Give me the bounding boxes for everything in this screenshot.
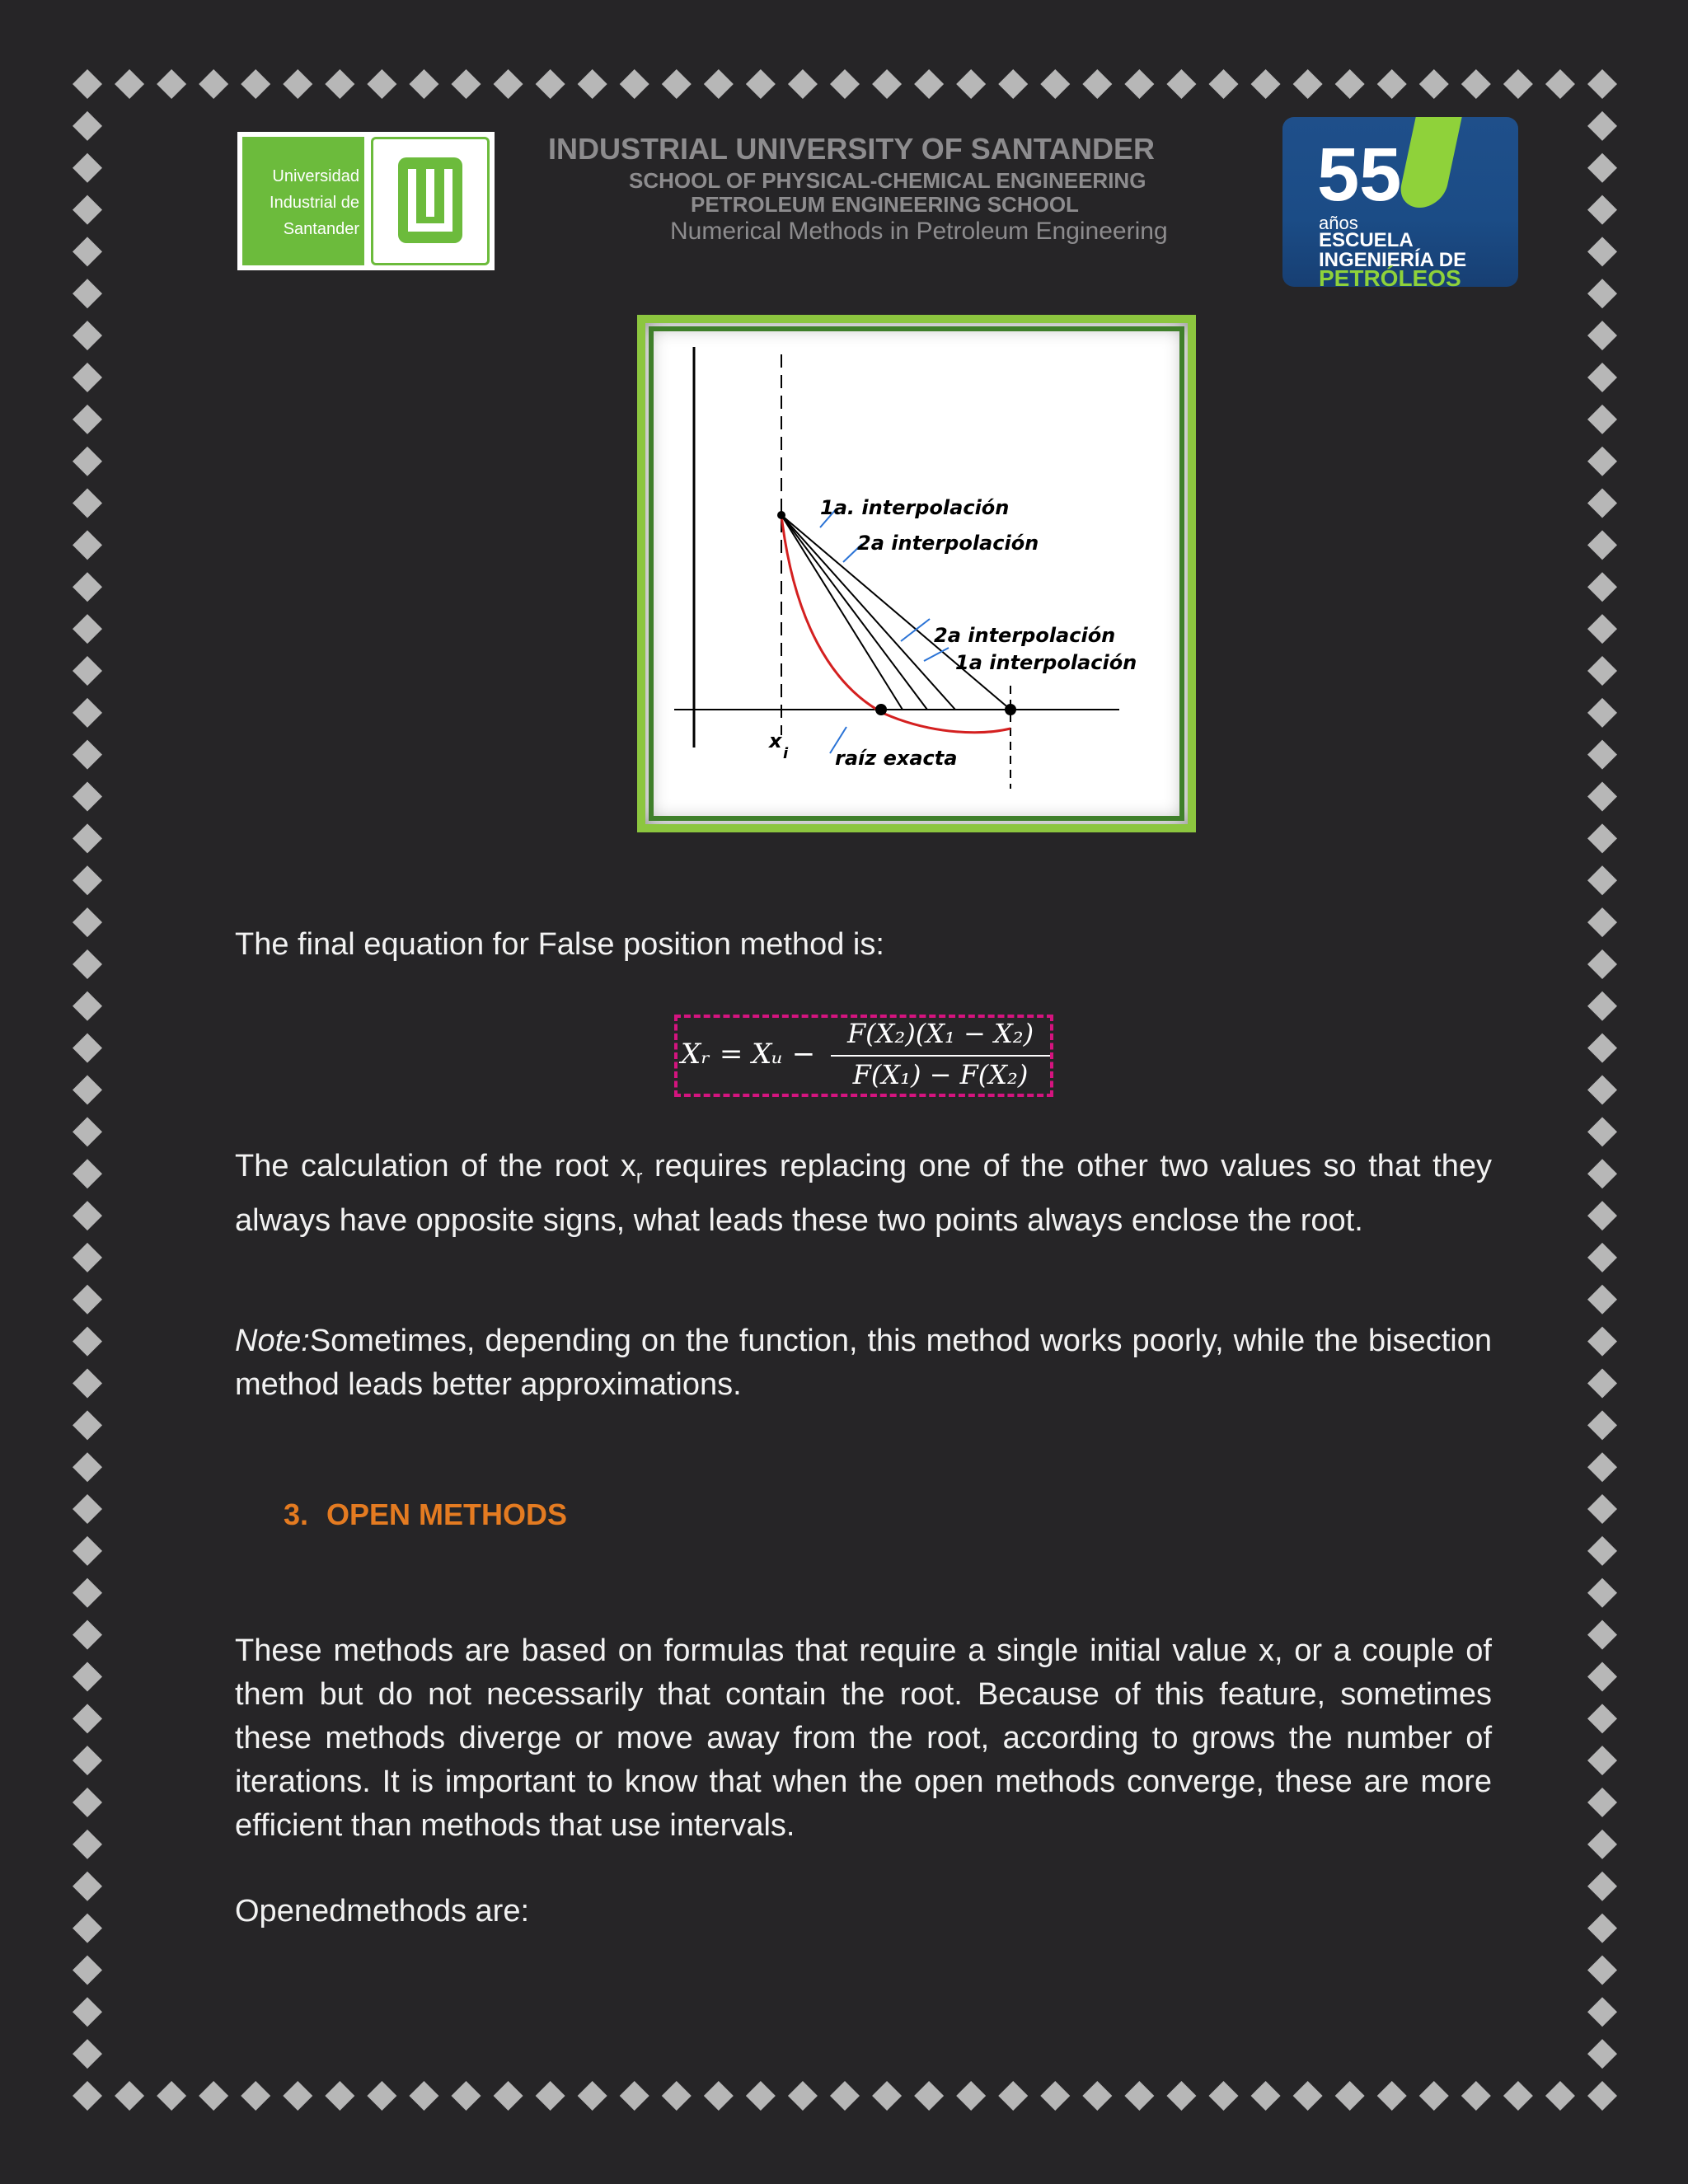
petroleum-school-name: PETROLEUM ENGINEERING SCHOOL xyxy=(691,192,1079,217)
border-diamond xyxy=(409,2081,438,2111)
border-diamond xyxy=(115,69,144,99)
label-first-b: 1a interpolación xyxy=(955,651,1137,674)
border-diamond xyxy=(578,2081,607,2111)
border-diamond xyxy=(73,1746,102,1775)
border-diamond xyxy=(1587,69,1617,99)
border-diamond xyxy=(1587,1788,1617,1817)
border-diamond xyxy=(73,1830,102,1859)
border-diamond xyxy=(73,237,102,266)
border-diamond xyxy=(1503,2081,1533,2111)
border-diamond xyxy=(1587,1285,1617,1315)
border-diamond xyxy=(1587,740,1617,770)
equation-denominator: F(X₁) − F(X₂) xyxy=(852,1059,1029,1090)
border-diamond xyxy=(830,69,860,99)
border-diamond xyxy=(73,153,102,183)
border-diamond xyxy=(367,69,396,99)
border-diamond xyxy=(452,2081,481,2111)
border-diamond xyxy=(73,656,102,686)
border-diamond xyxy=(1587,1746,1617,1775)
badge-petroleos: PETRÓLEOS xyxy=(1319,265,1461,287)
border-diamond xyxy=(73,279,102,308)
border-diamond xyxy=(1335,2081,1365,2111)
border-diamond xyxy=(157,69,186,99)
border-diamond xyxy=(1587,1620,1617,1650)
figure-canvas xyxy=(645,323,1188,824)
border-diamond xyxy=(73,1997,102,2027)
border-diamond xyxy=(73,1494,102,1524)
border-diamond xyxy=(325,69,354,99)
calc-text-part1: The calculation of the root x xyxy=(235,1149,636,1183)
border-diamond xyxy=(367,2081,396,2111)
border-diamond xyxy=(1209,2081,1239,2111)
border-diamond xyxy=(73,1872,102,1901)
border-diamond xyxy=(1587,489,1617,518)
border-diamond xyxy=(73,1159,102,1188)
border-diamond xyxy=(1461,2081,1491,2111)
border-diamond xyxy=(1082,69,1112,99)
badge-escuela: ESCUELA xyxy=(1319,229,1414,251)
equation-numerator: F(X₂)(X₁ − X₂) xyxy=(846,1018,1034,1049)
upper-point xyxy=(1005,704,1016,715)
border-diamond xyxy=(73,1955,102,1985)
border-diamond xyxy=(73,2081,102,2111)
border-diamond xyxy=(1587,656,1617,686)
anniversary-badge xyxy=(1282,117,1518,287)
border-diamond xyxy=(1587,363,1617,392)
root-calculation-paragraph xyxy=(235,1145,1492,1243)
border-diamond xyxy=(620,2081,649,2111)
opened-methods-line: Openedmethods are: xyxy=(235,1894,530,1929)
uis-logo-mark xyxy=(371,137,490,265)
border-diamond xyxy=(1587,782,1617,812)
border-diamond xyxy=(1251,2081,1281,2111)
border-diamond xyxy=(73,823,102,853)
final-equation-intro: The final equation for False position method is: xyxy=(235,927,884,962)
border-diamond xyxy=(1293,2081,1323,2111)
school-name: SCHOOL OF PHYSICAL-CHEMICAL ENGINEERING xyxy=(629,168,1146,193)
border-diamond xyxy=(73,1578,102,1608)
border-diamond xyxy=(1587,405,1617,434)
border-diamond xyxy=(746,2081,776,2111)
border-diamond xyxy=(662,69,692,99)
border-diamond xyxy=(73,1704,102,1733)
border-diamond xyxy=(1082,2081,1112,2111)
border-diamond xyxy=(1419,69,1449,99)
note-label: Note: xyxy=(235,1324,310,1358)
border-diamond xyxy=(1587,1536,1617,1566)
border-diamond xyxy=(73,614,102,644)
border-diamond xyxy=(73,1788,102,1817)
border-diamond xyxy=(73,489,102,518)
border-diamond xyxy=(1293,69,1323,99)
section-title: OPEN METHODS xyxy=(326,1497,568,1531)
border-diamond xyxy=(1587,279,1617,308)
border-diamond xyxy=(1545,69,1575,99)
border-diamond xyxy=(1587,1872,1617,1901)
border-diamond xyxy=(1545,2081,1575,2111)
border-diamond xyxy=(199,69,228,99)
course-name: Numerical Methods in Petroleum Engineering xyxy=(670,218,1168,245)
note-text: Sometimes, depending on the function, this method works poorly, while the bisection method leads better approximations. xyxy=(235,1324,1492,1402)
border-diamond xyxy=(1587,823,1617,853)
border-diamond xyxy=(1124,69,1154,99)
border-diamond xyxy=(73,69,102,99)
border-diamond xyxy=(241,69,270,99)
border-diamond xyxy=(1587,195,1617,225)
border-diamond xyxy=(1587,1830,1617,1859)
equation-left-side: Xᵣ = Xᵤ − xyxy=(681,1038,816,1071)
border-diamond xyxy=(1587,1159,1617,1188)
section-number: 3. xyxy=(284,1497,309,1531)
border-diamond xyxy=(199,2081,228,2111)
border-diamond xyxy=(325,2081,354,2111)
border-diamond xyxy=(115,2081,144,2111)
label-second-b: 2a interpolación xyxy=(934,624,1116,647)
border-diamond xyxy=(1040,2081,1070,2111)
border-diamond xyxy=(1587,447,1617,476)
border-diamond xyxy=(788,69,818,99)
border-diamond xyxy=(73,2039,102,2069)
border-diamond xyxy=(1587,949,1617,979)
border-diamond xyxy=(536,69,565,99)
border-diamond xyxy=(1166,2081,1196,2111)
border-diamond xyxy=(1587,1243,1617,1272)
label-first-a: 1a. interpolación xyxy=(820,496,1010,519)
border-diamond xyxy=(998,69,1028,99)
border-diamond xyxy=(73,405,102,434)
border-diamond xyxy=(1587,1661,1617,1691)
border-diamond xyxy=(283,2081,312,2111)
border-diamond xyxy=(1587,1327,1617,1357)
border-diamond xyxy=(914,2081,944,2111)
badge-ingenieria: INGENIERÍA DE xyxy=(1319,249,1467,271)
border-diamond xyxy=(914,69,944,99)
border-diamond xyxy=(73,1117,102,1146)
border-diamond xyxy=(73,572,102,602)
border-diamond xyxy=(409,69,438,99)
border-diamond xyxy=(1587,153,1617,183)
border-diamond xyxy=(1587,865,1617,895)
border-diamond xyxy=(1587,614,1617,644)
border-diamond xyxy=(1587,1076,1617,1105)
border-diamond xyxy=(73,949,102,979)
border-diamond xyxy=(788,2081,818,2111)
border-diamond xyxy=(73,1410,102,1440)
border-diamond xyxy=(1587,530,1617,560)
border-diamond xyxy=(1587,1955,1617,1985)
label-xi: x xyxy=(769,729,782,752)
border-diamond xyxy=(1587,698,1617,728)
border-diamond xyxy=(956,2081,986,2111)
border-diamond xyxy=(1377,2081,1407,2111)
border-diamond xyxy=(872,2081,902,2111)
flame-icon xyxy=(1396,117,1461,208)
border-diamond xyxy=(1209,69,1239,99)
border-diamond xyxy=(73,447,102,476)
border-diamond xyxy=(1587,1578,1617,1608)
border-diamond xyxy=(1587,572,1617,602)
false-position-equation xyxy=(674,1015,1053,1097)
border-diamond xyxy=(73,865,102,895)
border-diamond xyxy=(662,2081,692,2111)
interpolation-diagram xyxy=(645,323,1188,824)
border-diamond xyxy=(1587,1494,1617,1524)
border-diamond xyxy=(283,69,312,99)
border-diamond xyxy=(1587,237,1617,266)
badge-anos: años xyxy=(1319,213,1358,233)
border-diamond xyxy=(73,1536,102,1566)
border-diamond xyxy=(73,1661,102,1691)
border-diamond xyxy=(73,1452,102,1482)
border-diamond xyxy=(73,530,102,560)
border-diamond xyxy=(73,1327,102,1357)
border-diamond xyxy=(73,321,102,350)
uis-logo xyxy=(237,132,495,270)
border-diamond xyxy=(1587,1914,1617,1943)
border-diamond xyxy=(1587,1452,1617,1482)
border-diamond xyxy=(452,69,481,99)
border-diamond xyxy=(1587,1117,1617,1146)
university-name: INDUSTRIAL UNIVERSITY OF SANTANDER xyxy=(548,132,1156,166)
border-diamond xyxy=(1587,907,1617,937)
border-diamond xyxy=(494,69,523,99)
border-diamond xyxy=(704,69,734,99)
border-diamond xyxy=(241,2081,270,2111)
border-diamond xyxy=(73,1368,102,1398)
border-diamond xyxy=(73,111,102,141)
border-diamond xyxy=(73,1076,102,1105)
border-diamond xyxy=(73,782,102,812)
section-heading-open-methods xyxy=(284,1497,567,1532)
border-diamond xyxy=(73,1033,102,1063)
border-diamond xyxy=(1419,2081,1449,2111)
border-diamond xyxy=(73,698,102,728)
border-diamond xyxy=(1587,1704,1617,1733)
border-diamond xyxy=(746,69,776,99)
border-diamond xyxy=(1587,1201,1617,1230)
border-diamond xyxy=(620,69,649,99)
border-diamond xyxy=(1166,69,1196,99)
border-diamond xyxy=(872,69,902,99)
border-diamond xyxy=(1587,1368,1617,1398)
border-diamond xyxy=(998,2081,1028,2111)
label-xi-subscript: i xyxy=(783,745,789,762)
calc-text-part2: requires replacing one of the other two values so that they always have opposite signs, what leads these two points always enclose the root. xyxy=(235,1149,1492,1238)
label-second-a: 2a interpolación xyxy=(857,532,1039,555)
border-diamond xyxy=(73,1243,102,1272)
border-diamond xyxy=(1461,69,1491,99)
fraction-bar xyxy=(831,1055,1050,1057)
border-diamond xyxy=(1587,1410,1617,1440)
border-diamond xyxy=(704,2081,734,2111)
border-diamond xyxy=(578,69,607,99)
border-diamond xyxy=(494,2081,523,2111)
border-diamond xyxy=(73,363,102,392)
exact-root-point xyxy=(875,704,887,715)
label-exact-root: raíz exacta xyxy=(835,747,958,770)
border-diamond xyxy=(1587,1033,1617,1063)
border-diamond xyxy=(1587,991,1617,1021)
border-diamond xyxy=(1587,2081,1617,2111)
border-diamond xyxy=(536,2081,565,2111)
border-diamond xyxy=(1040,69,1070,99)
border-diamond xyxy=(1587,2039,1617,2069)
border-diamond xyxy=(73,991,102,1021)
border-diamond xyxy=(73,1201,102,1230)
border-diamond xyxy=(73,1914,102,1943)
border-diamond xyxy=(830,2081,860,2111)
border-diamond xyxy=(1251,69,1281,99)
border-diamond xyxy=(1335,69,1365,99)
false-position-figure xyxy=(637,315,1196,832)
border-diamond xyxy=(73,740,102,770)
note-paragraph xyxy=(235,1319,1492,1407)
border-diamond xyxy=(956,69,986,99)
start-point xyxy=(777,511,785,519)
border-diamond xyxy=(1377,69,1407,99)
border-diamond xyxy=(1587,111,1617,141)
border-diamond xyxy=(1503,69,1533,99)
open-methods-paragraph: These methods are based on formulas that require a single initial value x, or a couple of them but do not necessarily that contain the root. Because of this feature, sometimes these methods diverge or move away from the root, according to grows the number of iterations. It is important to know that when the open methods converge, these are more efficient than methods that use intervals. xyxy=(235,1633,1492,1843)
badge-number: 55 xyxy=(1317,133,1402,217)
border-diamond xyxy=(1124,2081,1154,2111)
border-diamond xyxy=(73,1620,102,1650)
border-diamond xyxy=(73,907,102,937)
uis-logo-text: Universidad Industrial de Santander xyxy=(242,137,364,265)
border-diamond xyxy=(1587,1997,1617,2027)
border-diamond xyxy=(73,195,102,225)
border-diamond xyxy=(1587,321,1617,350)
border-diamond xyxy=(73,1285,102,1315)
border-diamond xyxy=(157,2081,186,2111)
calc-subscript: r xyxy=(635,1165,643,1188)
